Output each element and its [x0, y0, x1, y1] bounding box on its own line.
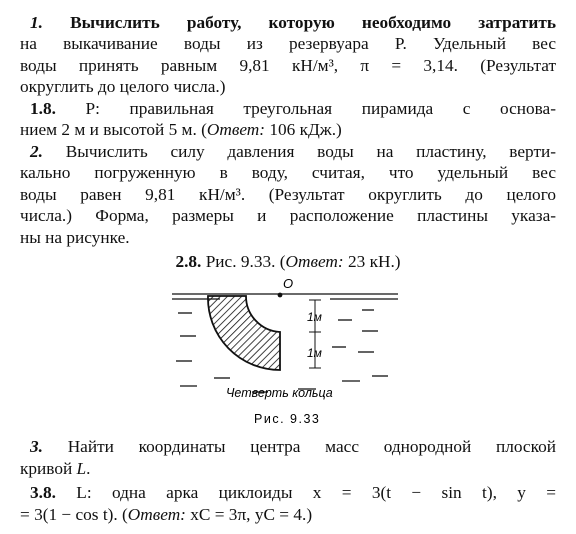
problem-2-text-1: Вычислить силу давления воды на пластину, верти- — [65, 142, 557, 161]
dimension-label-2: 1м — [307, 346, 322, 360]
problem-3-line-2 — [20, 458, 91, 479]
problem-2-8-number: 2.8. — [175, 252, 202, 271]
problem-3-8-line-1 — [30, 482, 556, 503]
problem-3-8-line-2 — [20, 504, 312, 525]
problem-1-8-text-2b: 106 кДж.) — [265, 120, 342, 139]
shape-label: Четверть кольца — [226, 386, 333, 400]
problem-3-8-text-2b: xC = 3π, yC = 4.) — [185, 505, 313, 524]
problem-2-number: 2. — [30, 142, 43, 161]
problem-1-8-number: 1.8. — [30, 99, 56, 118]
dimension-label-1: 1м — [307, 310, 322, 324]
point-o — [278, 293, 283, 298]
problem-1-8-text-1: P: правильная треугольная пирамида с основа- — [85, 99, 556, 118]
problem-2-line-2: кально погруженную в воду, считая, что удельный вес — [20, 163, 556, 182]
problem-2-line-3: воды равен 9,81 кН/м³. (Результат округлить до целого — [20, 185, 556, 204]
problem-1-line-4: округлить до целого числа.) — [20, 77, 226, 96]
problem-3-8-number: 3.8. — [30, 483, 56, 502]
problem-3-line-1 — [30, 436, 556, 457]
water-dashes — [176, 310, 388, 392]
problem-2-8-text-b: 23 кН.) — [343, 252, 401, 271]
problem-2-line-5: ны на рисунке. — [20, 228, 130, 247]
problem-1-line-2: на выкачивание воды из резервуара P. Удельный вес — [20, 34, 556, 53]
problem-3-text-2a: кривой — [20, 459, 77, 478]
answer-label: Ответ: — [206, 120, 266, 139]
point-o-label: O — [283, 276, 294, 291]
problem-2-8-text-a: Рис. 9.33. ( — [201, 252, 286, 271]
problem-1-8-text-2a: нием 2 м и высотой 5 м. ( — [20, 120, 207, 139]
figure-9-33 — [0, 270, 576, 430]
curve-variable: L — [76, 459, 87, 478]
figure-caption: Рис. 9.33 — [254, 412, 321, 426]
problem-1-number: 1. — [30, 13, 43, 32]
problem-3-text-2b: . — [86, 459, 91, 478]
answer-label: Ответ: — [127, 505, 186, 524]
problem-1-line-1 — [30, 12, 556, 33]
problem-2-8-line — [0, 251, 576, 272]
problem-3-number: 3. — [30, 437, 43, 456]
problem-3-8-text-1: L: одна арка циклоиды x = 3(t − sin t), y = — [76, 483, 556, 502]
quarter-ring-plate — [208, 296, 280, 370]
problem-1-8-line-1 — [30, 98, 556, 119]
problem-2-line-1 — [30, 141, 556, 162]
problem-1-text-1: Вычислить работу, которую необходимо затратить — [70, 13, 556, 32]
problem-3-8-text-2a: = 3(1 − cos t). ( — [20, 505, 128, 524]
answer-label: Ответ: — [285, 252, 344, 271]
problem-1-line-3: воды принять равным 9,81 кН/м³, π = 3,14. (Результат — [20, 56, 556, 75]
problem-2-line-4: числа.) Форма, размеры и расположение пластины указа- — [20, 206, 556, 225]
problem-1-8-line-2 — [20, 119, 342, 140]
problem-3-text-1: Найти координаты центра масс однородной плоской — [67, 437, 556, 456]
